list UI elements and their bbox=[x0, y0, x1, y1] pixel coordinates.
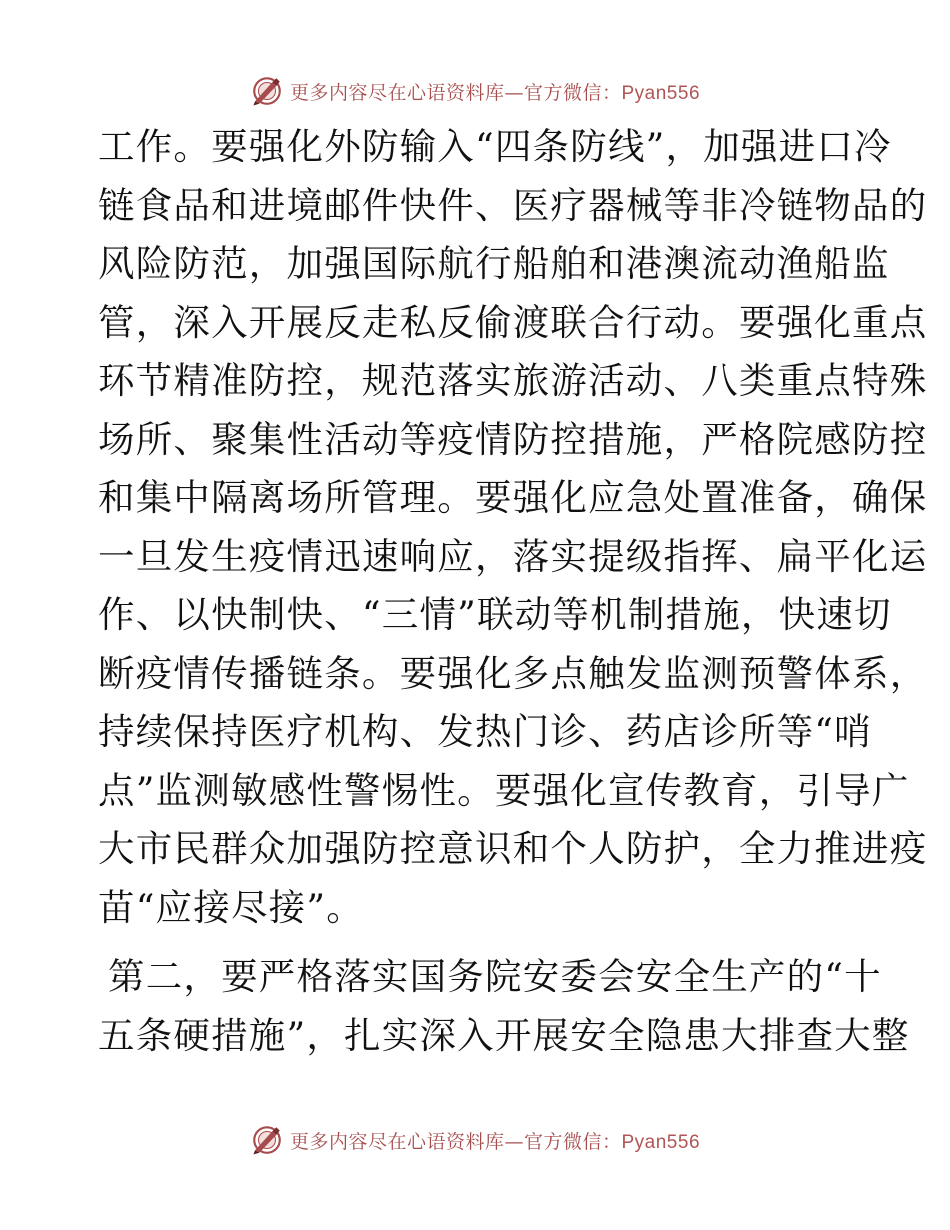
watermark-text: 更多内容尽在心语资料库—官方微信： bbox=[289, 81, 622, 104]
paragraph-line: 断疫情传播链条。要强化多点触发监测预警体系， bbox=[98, 651, 928, 695]
paragraph-line: 持续保持医疗机构、发热门诊、药店诊所等“哨 bbox=[98, 710, 872, 753]
paragraph-line: 作、以快制快、“三情”联动等机制措施，快速切 bbox=[98, 593, 892, 636]
paragraph-line: 链食品和进境邮件快件、医疗器械等非冷链物品的 bbox=[98, 183, 928, 227]
paragraph-line: 环节精准防控，规范落实旅游活动、八类重点特殊 bbox=[98, 359, 928, 402]
watermark-text: 更多内容尽在心语资料库—官方微信： bbox=[289, 1130, 622, 1153]
paragraph-line: 一旦发生疫情迅速响应，落实提级指挥、扁平化运 bbox=[98, 534, 928, 578]
paragraph-line: 点”监测敏感性警惕性。要强化宣传教育，引导广 bbox=[98, 768, 910, 812]
red-pen-seal-icon bbox=[250, 74, 284, 108]
footer-watermark bbox=[0, 1120, 950, 1160]
watermark-wechat-id: Pyan556 bbox=[621, 1131, 701, 1153]
paragraph-line: 管，深入开展反走私反偷渡联合行动。要强化重点 bbox=[98, 300, 928, 344]
paragraph-line: 工作。要强化外防输入“四条防线”，加强进口冷 bbox=[98, 125, 892, 168]
header-watermark bbox=[0, 71, 950, 111]
paragraph-line: 场所、聚集性活动等疫情防控措施，严格院感防控 bbox=[98, 417, 928, 461]
red-pen-seal-icon bbox=[250, 1123, 284, 1157]
paragraph-line: 风险防范，加强国际航行船舶和港澳流动渔船监 bbox=[98, 242, 890, 285]
document-body bbox=[98, 118, 928, 1065]
paragraph-line: 和集中隔离场所管理。要强化应急处置准备，确保 bbox=[98, 476, 928, 519]
paragraph-line: 大市民群众加强防控意识和个人防护，全力推进疫 bbox=[98, 827, 928, 870]
paragraph-line: 苗“应接尽接”。 bbox=[98, 885, 364, 929]
watermark-wechat-id: Pyan556 bbox=[621, 82, 701, 104]
paragraph-line: 五条硬措施”，扎实深入开展安全隐患大排查大整 bbox=[98, 1013, 910, 1057]
paragraph-line: 第二，要严格落实国务院安委会安全生产的“十 bbox=[108, 955, 882, 998]
